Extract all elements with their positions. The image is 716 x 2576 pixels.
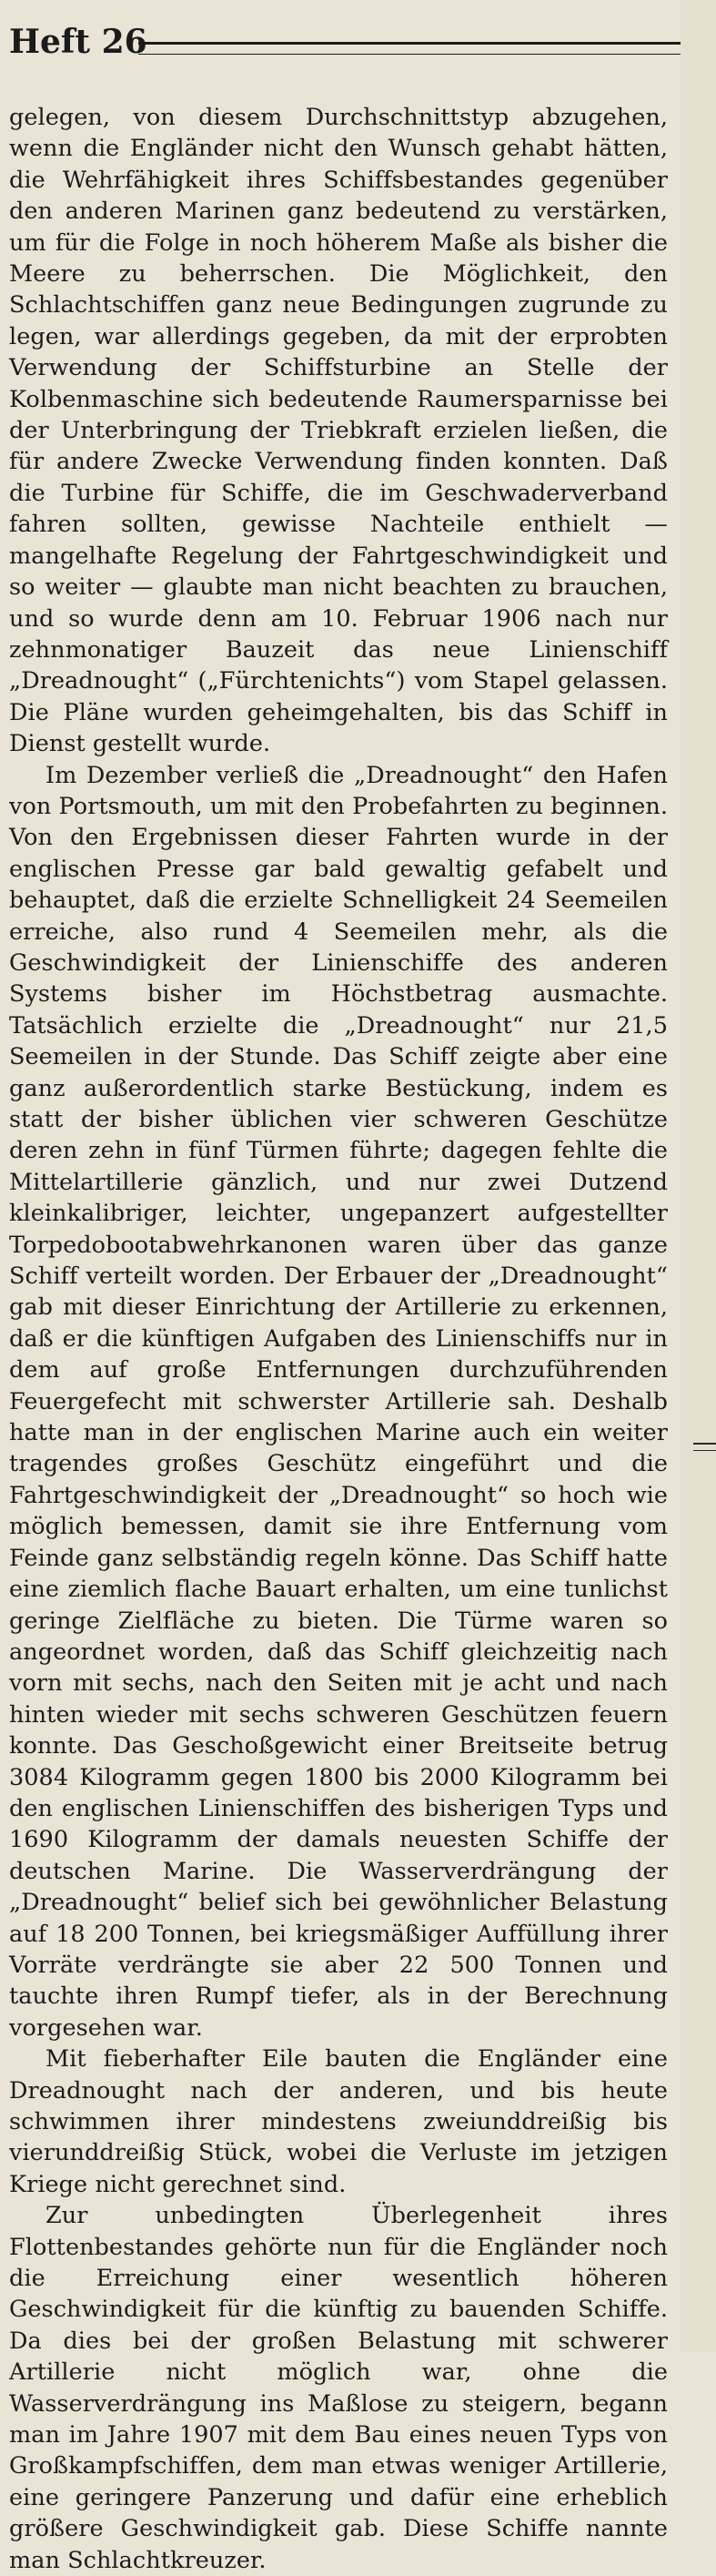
- paragraph-3: [9, 2044, 668, 2200]
- text-column: [9, 102, 668, 2574]
- paragraph-2-text: Im Dezember verließ die „Dreadnought“ den Hafen von Portsmouth, um mit den Probefahrten zu beginnen. Von den Ergebnissen dieser Fahrten wurde in der englischen Presse gar bald gewaltig gefabelt und behauptet, daß die erzielte Schnelligkeit 24 Seemeilen erreiche, also rund 4 Seemeilen mehr, als die Geschwindigkeit der Linienschiffe des anderen Systems bisher im Höchstbetrag ausmachte. Tatsächlich erzielte die „Dreadnought“ nur 21,5 Seemeilen in der Stunde. Das Schiff zeigte aber eine ganz außerordentlich starke Bestückung, indem es statt der bisher üblichen vier schweren Geschütze deren zehn in fünf Türmen führte; dagegen fehlte die Mittelartillerie gänzlich, und nur zwei Dutzend kleinkalibriger, leichter, ungepanzert aufgestellter Torpedobootabwehrkanonen waren über das ganze Schiff verteilt worden. Der Erbauer der „Dreadnought“ gab mit dieser Einrichtung der Artillerie zu erkennen, daß er die künftigen Aufgaben des Linienschiffs nur in dem auf große Entfernungen durchzuführenden Feuergefecht mit schwerster Artillerie sah. Deshalb hatte man in der englischen Marine auch ein weiter tragendes großes Geschütz eingeführt und die Fahrtgeschwindigkeit der „Dreadnought“ so hoch wie möglich bemessen, damit sie ihre Entfernung vom Feinde ganz selbständig regeln könne. Das Schiff hatte eine ziemlich flache Bauart erhalten, um eine tunlichst geringe Zielfläche zu bieten. Die Türme waren so angeordnet worden, daß das Schiff gleichzeitig nach vorn mit sechs, nach den Seiten mit je acht und nach hinten wieder mit sechs schweren Geschützen feuern konnte. Das Geschoßgewicht einer Breitseite betrug 3084 Kilogramm gegen 1800 bis 2000 Kilogramm bei den englischen Linienschiffen des bisherigen Typs und 1690 Kilogramm der damals neuesten Schiffe der deutschen Marine. Die Wasserverdrängung der „Dreadnought“ belief sich bei gewöhnlicher Belastung auf 18 200 Tonnen, bei kriegsmäßiger Auffüllung ihrer Vorräte verdrängte sie aber 22 500 Tonnen und tauchte ihren Rumpf tiefer, als in der Berechnung vorgesehen war.: [9, 761, 668, 2042]
- paragraph-4: [9, 2200, 668, 2576]
- adjacent-column-edge: [681, 0, 716, 2352]
- paragraph-2-indent: [9, 762, 45, 789]
- paragraph-3-text: Mit fieberhafter Eile bauten die Engländer eine Dreadnought nach der anderen, und bis heute schwimmen ihrer mindestens zweiunddreißig bis vierunddreißig Stück, wobei die Verluste im jetzigen Kriege nicht gerechnet sind.: [9, 2045, 668, 2198]
- paragraph-4-text: Zur unbedingten Überlegenheit ihres Flottenbestandes gehörte nun für die Engländer noch die Erreichung einer wesentlich höheren Geschwindigkeit für die künftig zu bauenden Schiffe. Da dies bei der großen Belastung mit schwerer Artillerie nicht möglich war, ohne die Wasserverdrängung ins Maßlose zu steigern, begann man im Jahre 1907 mit dem Bau eines neuen Typs von Großkampfschiffen, dem man etwas weniger Artillerie, eine geringere Panzerung und dafür eine erheblich größere Geschwindigkeit gab. Diese Schiffe nannte man Schlachtkreuzer.: [9, 2202, 668, 2574]
- paragraph-2: [9, 760, 668, 2044]
- paragraph-1: [9, 102, 668, 760]
- header-double-rule: [138, 42, 701, 55]
- page-header: [9, 18, 701, 73]
- paragraph-4-indent: [9, 2202, 45, 2229]
- paragraph-3-indent: [9, 2045, 45, 2073]
- adjacent-column-rule: [693, 1443, 716, 1451]
- issue-title: Heft 26: [9, 23, 147, 61]
- paragraph-1-text: gelegen, von diesem Durchschnittstyp abzugehen, wenn die Engländer nicht den Wunsch gehabt hätten, die Wehrfähigkeit ihres Schiffsbestandes gegenüber den anderen Marinen ganz bedeutend zu verstärken, um für die Folge in noch höherem Maße als bisher die Meere zu beherrschen. Die Möglichkeit, den Schlachtschiffen ganz neue Bedingungen zugrunde zu legen, war allerdings gegeben, da mit der erprobten Verwendung der Schiffsturbine an Stelle der Kolbenmaschine sich bedeutende Raumersparnisse bei der Unterbringung der Triebkraft erzielen ließen, die für andere Zwecke Verwendung finden konnten. Daß die Turbine für Schiffe, die im Geschwaderverband fahren sollten, gewisse Nachteile enthielt — mangelhafte Regelung der Fahrtgeschwindigkeit und so weiter — glaubte man nicht beachten zu brauchen, und so wurde denn am 10. Februar 1906 nach nur zehnmonatiger Bauzeit das neue Linienschiff „Dreadnought“ („Fürchtenichts“) vom Stapel gelassen. Die Pläne wurden geheimgehalten, bis das Schiff in Dienst gestellt wurde.: [9, 104, 668, 758]
